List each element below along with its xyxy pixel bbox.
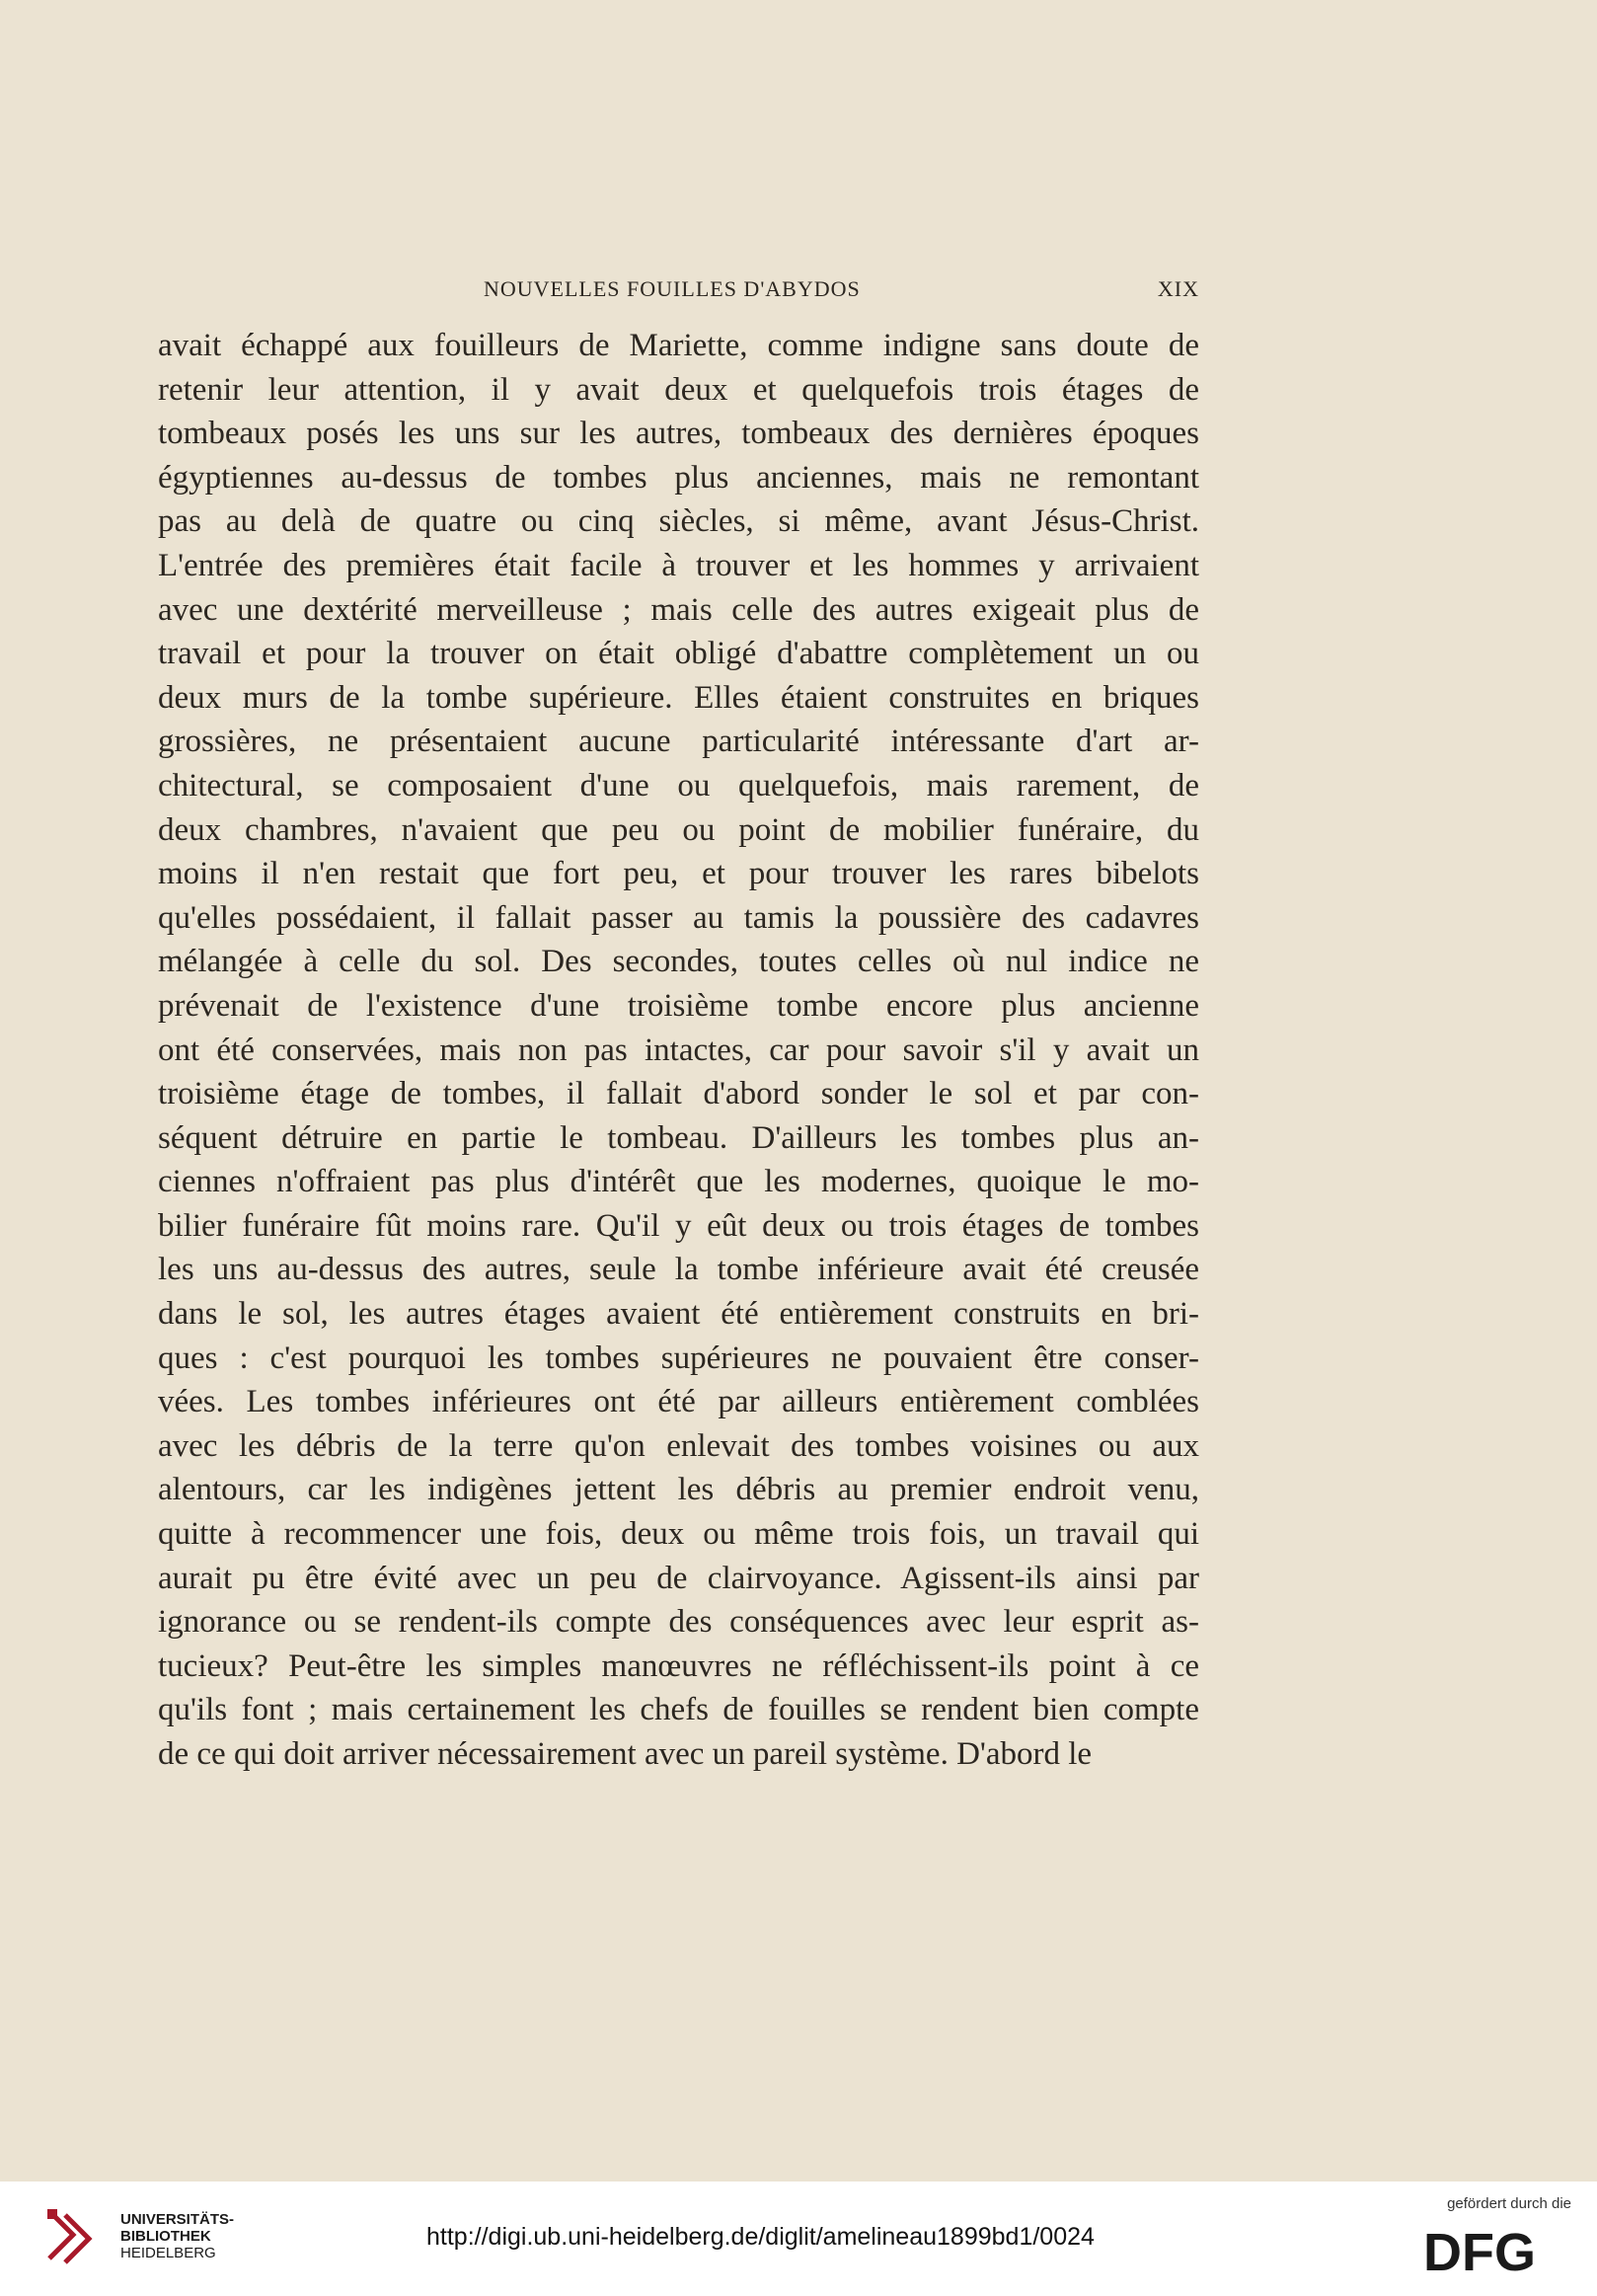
text-line: de ce qui doit arriver nécessairement avec un pareil système. D'abord le (158, 1736, 1093, 1772)
text-line: les uns au-dessus des autres, seule la tombe inférieure avait été creusée (158, 1252, 1199, 1288)
library-name-line2: BIBLIOTHEK (120, 2228, 211, 2245)
text-line: chitectural, se composaient d'une ou quelquefois, mais rarement, de (158, 767, 1199, 804)
text-line: troisième étage de tombes, il fallait d'abord sonder le sol et par con- (158, 1076, 1199, 1112)
text-line: ignorance ou se rendent-ils compte des conséquences avec leur esprit as- (158, 1604, 1199, 1641)
text-line: ciennes n'offraient pas plus d'intérêt que les modernes, quoique le mo- (158, 1164, 1199, 1200)
text-line: dans le sol, les autres étages avaient été entièrement construits en bri- (158, 1296, 1199, 1333)
text-line: aurait pu être évité avec un peu de clairvoyance. Agissent-ils ainsi par (158, 1560, 1199, 1596)
text-line: avait échappé aux fouilleurs de Mariette, comme indigne sans doute de (158, 328, 1199, 363)
text-line: mélangée à celle du sol. Des secondes, toutes celles où nul indice ne (158, 944, 1199, 980)
text-line: avec les débris de la terre qu'on enlevait des tombes voisines ou aux (158, 1427, 1199, 1464)
permalink-url[interactable]: http://digi.ub.uni-heidelberg.de/diglit/amelineau1899bd1/0024 (426, 2223, 1095, 2251)
text-line: pas au delà de quatre ou cinq siècles, si même, avant Jésus-Christ. (158, 503, 1199, 540)
text-line: avec une dextérité merveilleuse ; mais celle des autres exigeait plus de (158, 591, 1199, 628)
running-head (158, 276, 1199, 306)
library-name (120, 2211, 234, 2261)
text-line: grossières, ne présentaient aucune particularité intéressante d'art ar- (158, 724, 1199, 760)
running-head-title: NOUVELLES FOUILLES D'ABYDOS (484, 276, 861, 301)
text-line: travail et pour la trouver on était obligé d'abattre complètement un ou (158, 636, 1199, 672)
funded-by-label: gefördert durch die (1447, 2195, 1571, 2212)
university-library-logo-icon (43, 2205, 99, 2268)
text-line: bilier funéraire fût moins rare. Qu'il y eût deux ou trois étages de tombes (158, 1207, 1199, 1244)
text-line: égyptiennes au-dessus de tombes plus anciennes, mais ne remontant (158, 459, 1199, 496)
text-line: quitte à recommencer une fois, deux ou même trois fois, un travail qui (158, 1516, 1199, 1553)
text-line: tombeaux posés les uns sur les autres, tombeaux des dernières époques (158, 416, 1199, 452)
text-line: qu'elles possédaient, il fallait passer au tamis la poussière des cadavres (158, 899, 1199, 936)
text-line: vées. Les tombes inférieures ont été par ailleurs entièrement comblées (158, 1384, 1199, 1420)
text-line: L'entrée des premières était facile à trouver et les hommes y arrivaient (158, 547, 1199, 583)
text-line: prévenait de l'existence d'une troisième tombe encore plus ancienne (158, 987, 1199, 1024)
body-text (158, 324, 1199, 1777)
page-number: XIX (1157, 276, 1199, 301)
text-line: ont été conservées, mais non pas intactes, car pour savoir s'il y avait un (158, 1032, 1199, 1068)
text-line: deux chambres, n'avaient que peu ou point de mobilier funéraire, du (158, 811, 1199, 848)
text-line: tucieux? Peut-être les simples manœuvres ne réfléchissent-ils point à ce (158, 1647, 1199, 1684)
text-line: qu'ils font ; mais certainement les chefs de fouilles se rendent bien compte (158, 1692, 1199, 1728)
footer-bar (0, 2181, 1597, 2296)
text-line: deux murs de la tombe supérieure. Elles étaient construites en briques (158, 679, 1199, 716)
text-line: ques : c'est pourquoi les tombes supérieures ne pouvaient être conser- (158, 1339, 1199, 1376)
text-line: séquent détruire en partie le tombeau. D'ailleurs les tombes plus an- (158, 1119, 1199, 1156)
dfg-logo-text: DFG (1423, 2225, 1536, 2276)
text-line: moins il n'en restait que fort peu, et pour trouver les rares bibelots (158, 856, 1199, 892)
text-line: retenir leur attention, il y avait deux et quelquefois trois étages de (158, 371, 1199, 408)
text-line: alentours, car les indigènes jettent les débris au premier endroit venu, (158, 1472, 1199, 1508)
dfg-logo (1423, 2225, 1571, 2276)
library-name-line3: HEIDELBERG (120, 2245, 216, 2261)
library-name-line1: UNIVERSITÄTS- (120, 2211, 235, 2228)
